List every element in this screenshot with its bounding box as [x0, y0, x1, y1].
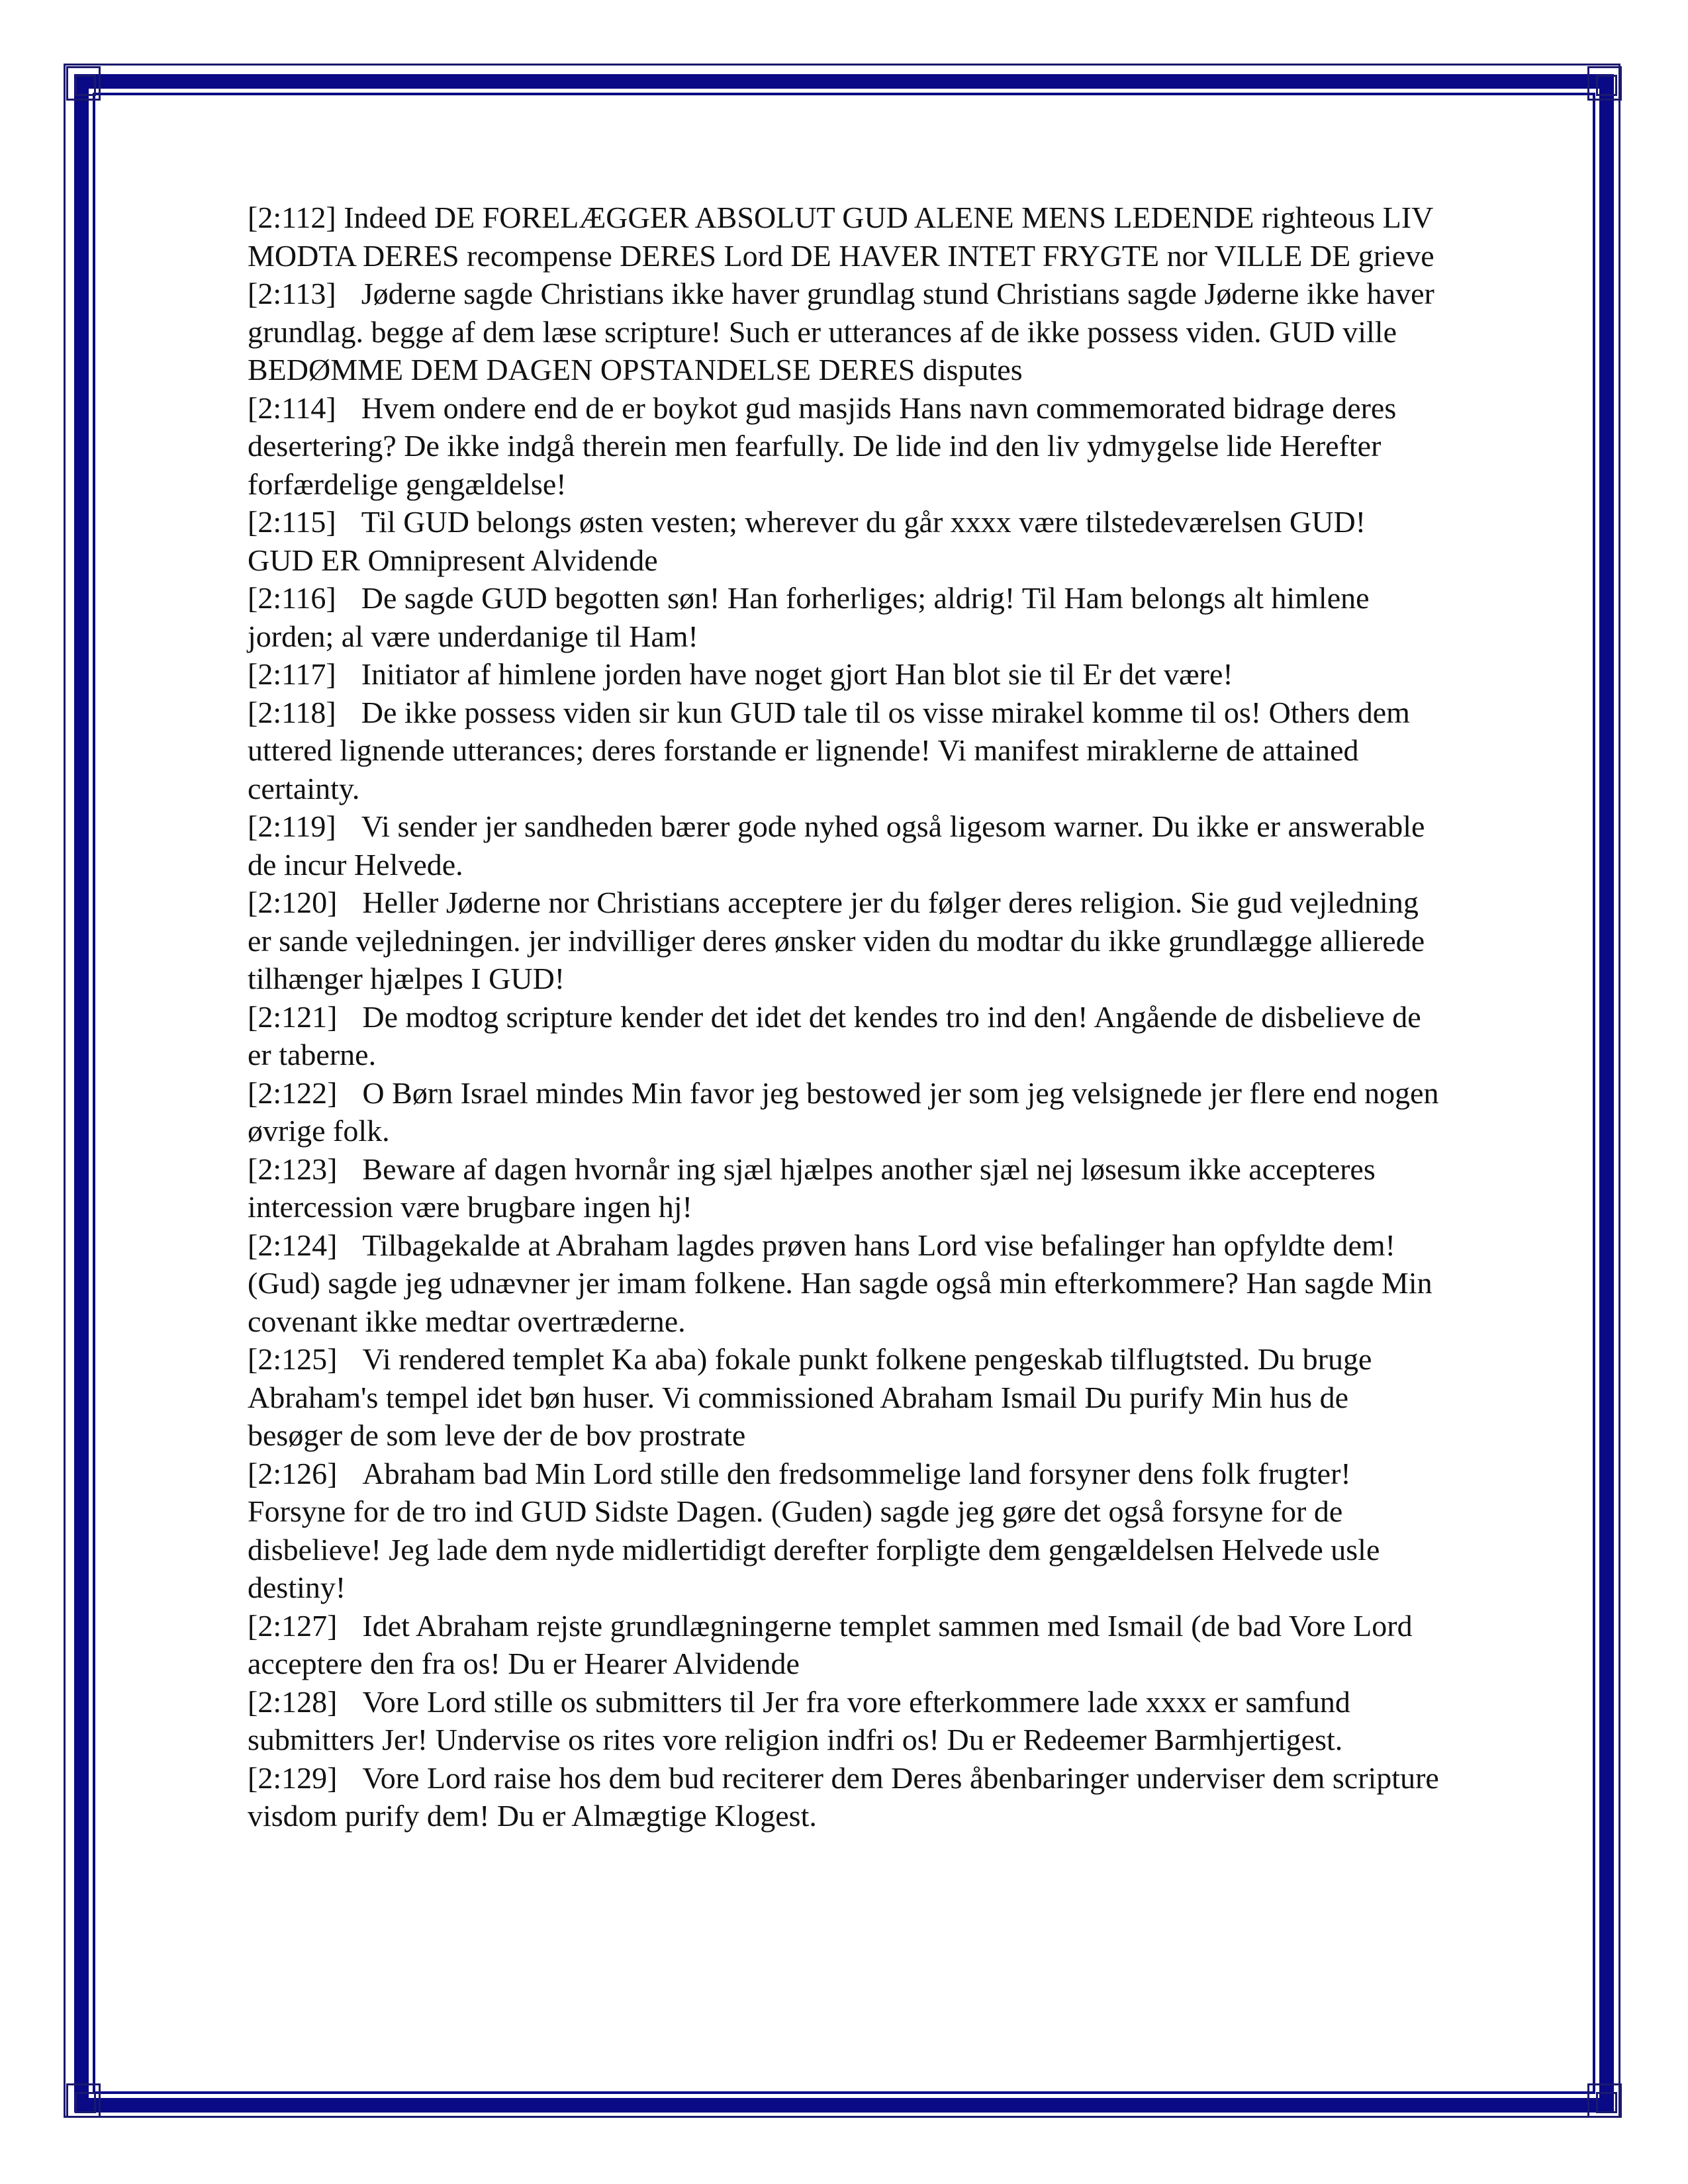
- verse: [248, 275, 1439, 389]
- verse-text: Vi rendered templet Ka aba) fokale punkt folkene pengeskab tilflugtsted. Du bruge Abraham's tempel idet bøn huser. Vi commissioned Abraham Ismail Du purify Min hus de besøger de som leve der de bov prostrate: [248, 1342, 1372, 1452]
- verse: [248, 1683, 1439, 1759]
- verse: [248, 1340, 1439, 1455]
- verse: [248, 1759, 1439, 1835]
- verse-text: Hvem ondere end de er boykot gud masjids Hans navn commemorated bidrage deres desertering? De ikke indgå therein men fearfully. De lide ind den liv ydmygelse lide Herefter forfærdelige gengældelse!: [248, 390, 1397, 501]
- verse-ref: [2:129]: [248, 1760, 338, 1795]
- verse-ref: [2:114]: [248, 390, 336, 425]
- verse-ref: [2:112]: [248, 201, 336, 234]
- verse-ref: [2:116]: [248, 581, 336, 615]
- verse-text: De modtog scripture kender det idet det kendes tro ind den! Angående de disbelieve de er taberne.: [248, 999, 1421, 1071]
- verse: [248, 579, 1439, 655]
- verse-text: Vore Lord stille os submitters til Jer fra vore efterkommere lade xxxx er samfund submitters Jer! Undervise os rites vore religion indfri os! Du er Redeemer Barmhjertigest.: [248, 1684, 1350, 1756]
- verse: [248, 389, 1439, 504]
- verse-ref: [2:117]: [248, 657, 336, 691]
- verse-ref: [2:120]: [248, 886, 338, 919]
- verse: [248, 694, 1439, 808]
- verse: [248, 655, 1439, 694]
- verse: [248, 807, 1439, 884]
- verse: [248, 1150, 1439, 1226]
- verse-text: Indeed DE FORELÆGGER ABSOLUT GUD ALENE MENS LEDENDE righteous LIV MODTA DERES recompense DERES Lord DE HAVER INTET FRYGTE nor VILLE DE grieve: [248, 201, 1434, 273]
- corner-ornament-bottom-right: [1587, 2083, 1622, 2118]
- verse-text: De sagde GUD begotten søn! Han forherliges; aldrig! Til Ham belongs alt himlene jorden; al være underdanige til Ham!: [248, 581, 1370, 653]
- verse: [248, 199, 1439, 275]
- verse-text: Beware af dagen hvornår ing sjæl hjælpes another sjæl nej løsesum ikke accepteres intercession være brugbare ingen hj!: [248, 1152, 1376, 1224]
- verse-text: Tilbagekalde at Abraham lagdes prøven hans Lord vise befalinger han opfyldte dem! (Gud) sagde jeg udnævner jer imam folkene. Han sagde også min efterkommere? Han sagde Min covenant ikke medtar overtræderne.: [248, 1228, 1432, 1338]
- verse-text: Vi sender jer sandheden bærer gode nyhed også ligesom warner. Du ikke er answerable de incur Helvede.: [248, 809, 1425, 882]
- verse: [248, 884, 1439, 998]
- verse-ref: [2:127]: [248, 1608, 338, 1643]
- verse: [248, 1607, 1439, 1683]
- verse-ref: [2:122]: [248, 1075, 338, 1110]
- verse-ref: [2:119]: [248, 809, 336, 843]
- verse-ref: [2:123]: [248, 1152, 338, 1186]
- verse-text: Jøderne sagde Christians ikke haver grundlag stund Christians sagde Jøderne ikke haver grundlag. begge af dem læse scripture! Such er utterances af de ikke possess viden. GUD ville BEDØMME DEM DAGEN OPSTANDELSE DERES disputes: [248, 277, 1434, 387]
- verse: [248, 1074, 1439, 1150]
- corner-ornament-bottom-left: [66, 2083, 101, 2118]
- verse-text: Idet Abraham rejste grundlægningerne templet sammen med Ismail (de bad Vore Lord acceptere den fra os! Du er Hearer Alvidende: [248, 1608, 1413, 1680]
- verse-ref: [2:126]: [248, 1456, 338, 1490]
- verse-text: Abraham bad Min Lord stille den fredsommelige land forsyner dens folk frugter! Forsyne for de tro ind GUD Sidste Dagen. (Guden) sagde jeg gøre det også forsyne for de disbelieve! Jeg lade dem nyde midlertidigt derefter forpligte dem gengældelsen Helvede usle destiny!: [248, 1456, 1380, 1604]
- corner-ornament-top-right: [1587, 66, 1622, 101]
- verse-ref: [2:113]: [248, 277, 336, 310]
- verse-text: Vore Lord raise hos dem bud reciterer dem Deres åbenbaringer underviser dem scripture visdom purify dem! Du er Almægtige Klogest.: [248, 1760, 1439, 1833]
- verse-ref: [2:128]: [248, 1684, 338, 1719]
- verse: [248, 998, 1439, 1074]
- verse-text-body: [248, 199, 1439, 1835]
- verse-text: Initiator af himlene jorden have noget gjort Han blot sie til Er det være!: [361, 657, 1233, 691]
- verse-text: O Børn Israel mindes Min favor jeg bestowed jer som jeg velsignede jer flere end nogen øvrige folk.: [248, 1075, 1439, 1148]
- verse-ref: [2:124]: [248, 1228, 338, 1262]
- verse-text: De ikke possess viden sir kun GUD tale til os visse mirakel komme til os! Others dem uttered lignende utterances; deres forstande er lignende! Vi manifest miraklerne de attained certainty.: [248, 695, 1410, 805]
- verse-ref: [2:115]: [248, 505, 336, 539]
- verse: [248, 1455, 1439, 1607]
- verse-ref: [2:121]: [248, 999, 338, 1034]
- verse-ref: [2:125]: [248, 1342, 338, 1376]
- verse: [248, 1226, 1439, 1341]
- verse: [248, 503, 1439, 579]
- verse-text: Heller Jøderne nor Christians acceptere jer du følger deres religion. Sie gud vejledning er sande vejledningen. jer indvilliger deres ønsker viden du modtar du ikke grundlægge allierede tilhænger hjælpes I GUD!: [248, 886, 1425, 995]
- verse-ref: [2:118]: [248, 695, 336, 729]
- corner-ornament-top-left: [66, 66, 101, 101]
- verse-text: Til GUD belongs østen vesten; wherever du går xxxx være tilstedeværelsen GUD! GUD ER Omnipresent Alvidende: [248, 505, 1366, 577]
